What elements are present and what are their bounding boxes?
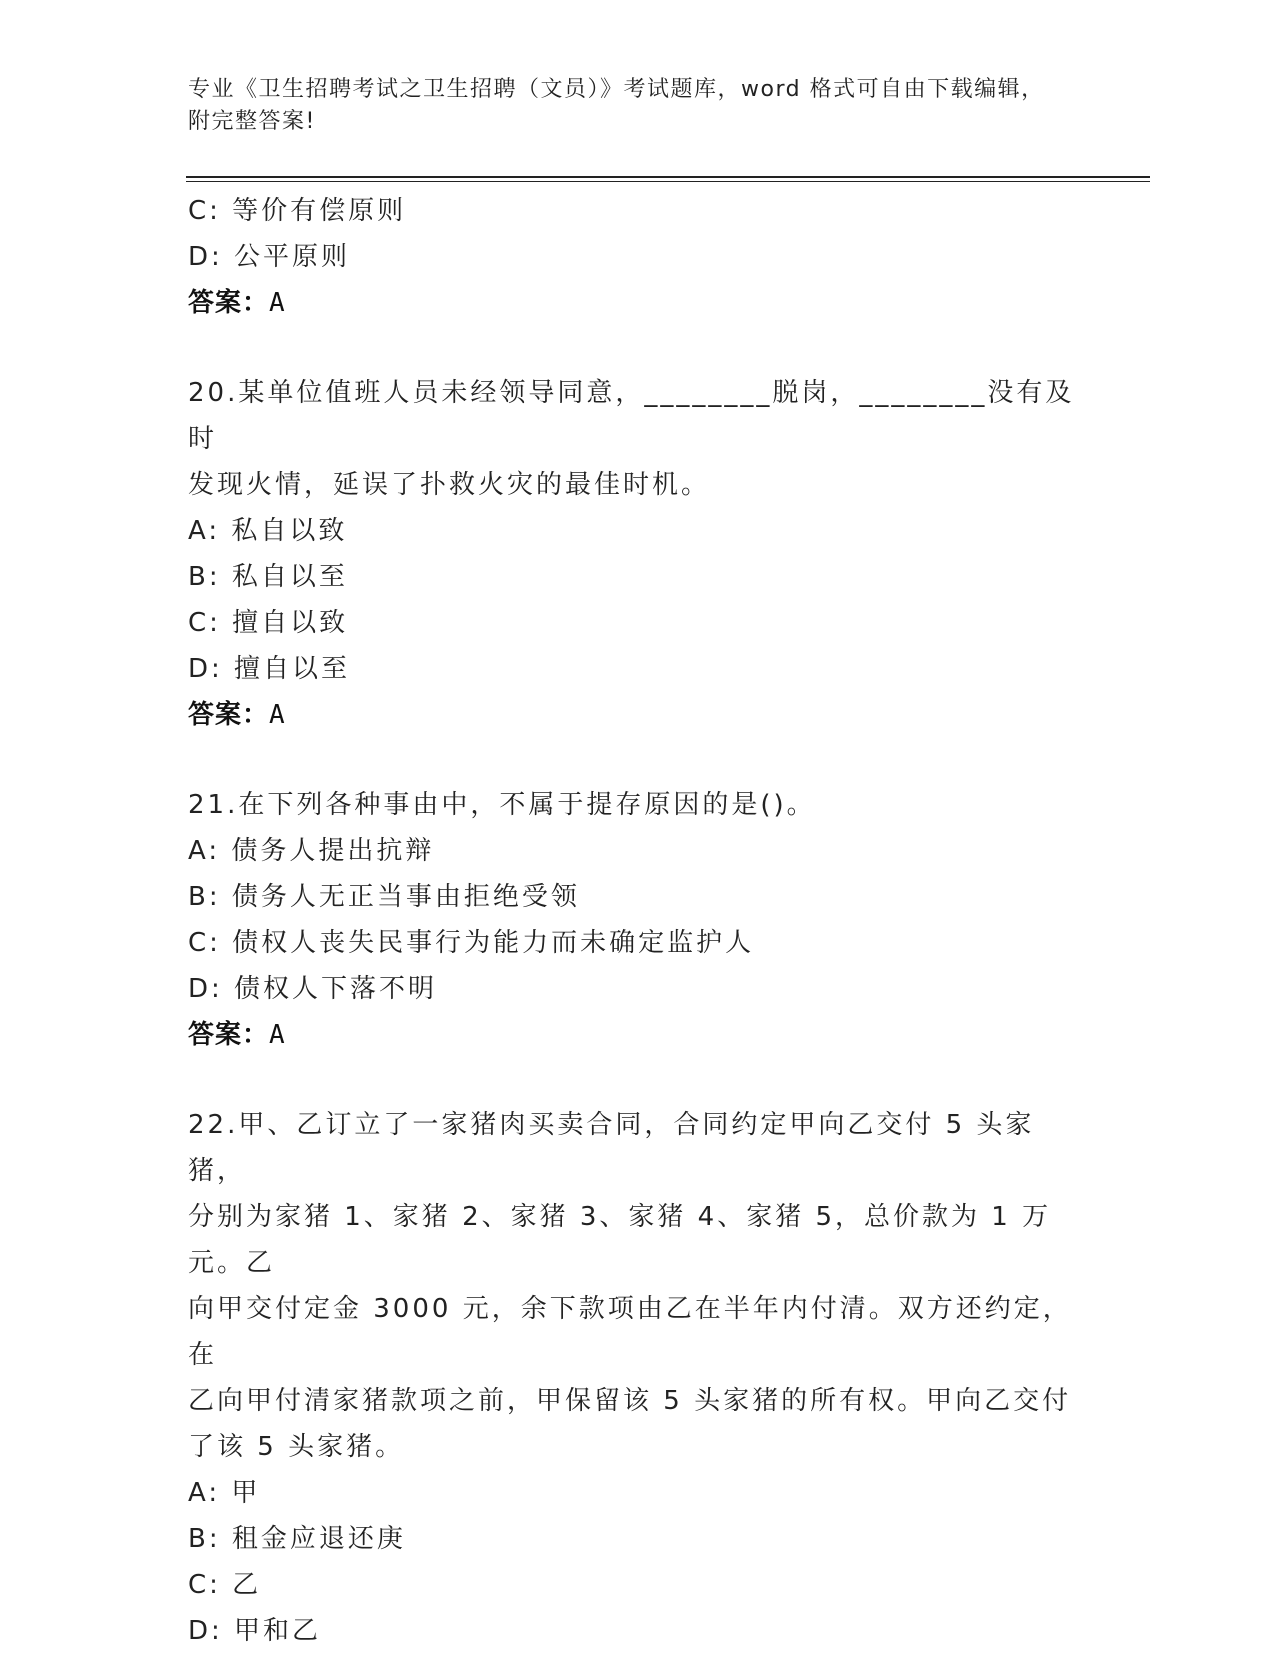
question-22 xyxy=(188,1102,1088,1654)
answer-line xyxy=(188,692,1088,738)
option-a: A: 甲 xyxy=(188,1478,261,1508)
option-a: A: 债务人提出抗辩 xyxy=(188,836,435,866)
question-21 xyxy=(188,782,1088,1058)
question-stem-line: 22.甲、乙订立了一家猪肉买卖合同，合同约定甲向乙交付 5 头家猪， xyxy=(188,1110,1035,1186)
option-b: B: 债务人无正当事由拒绝受领 xyxy=(188,882,580,912)
option-c: C: 擅自以致 xyxy=(188,608,349,638)
question-stem-line: 20.某单位值班人员未经领导同意，________脱岗，________没有及时 xyxy=(188,378,1075,454)
option-c: C: 债权人丧失民事行为能力而未确定监护人 xyxy=(188,928,755,958)
option-d: D: 公平原则 xyxy=(188,242,351,272)
answer-value: A xyxy=(269,288,286,318)
spacer xyxy=(188,326,1088,370)
answer-label: 答案： xyxy=(188,700,270,730)
option-d: D: 债权人下落不明 xyxy=(188,974,438,1004)
question-stem-line: 发现火情，延误了扑救火灾的最佳时机。 xyxy=(188,470,711,500)
spacer xyxy=(188,738,1088,782)
previous-question-tail xyxy=(188,188,1088,326)
question-stem-line: 向甲交付定金 3000 元，余下款项由乙在半年内付清。双方还约定，在 xyxy=(188,1294,1072,1370)
question-stem-line: 乙向甲付清家猪款项之前，甲保留该 5 头家猪的所有权。甲向乙交付 xyxy=(188,1386,1072,1416)
answer-value: A xyxy=(269,1020,286,1050)
header-divider-thick xyxy=(186,176,1150,178)
option-c: C: 等价有偿原则 xyxy=(188,196,407,226)
option-a: A: 私自以致 xyxy=(188,516,348,546)
option-c: C: 乙 xyxy=(188,1570,262,1600)
option-d: D: 甲和乙 xyxy=(188,1616,322,1646)
answer-value: A xyxy=(269,700,286,730)
page-header: 专业《卫生招聘考试之卫生招聘（文员）》考试题库，word 格式可自由下载编辑，附完整答案! xyxy=(188,77,1045,134)
option-d: D: 擅自以至 xyxy=(188,654,351,684)
answer-line xyxy=(188,1012,1088,1058)
question-20 xyxy=(188,370,1088,738)
question-stem-line: 21.在下列各种事由中，不属于提存原因的是()。 xyxy=(188,790,816,820)
header-divider-thin xyxy=(186,181,1150,182)
option-b: B: 租金应退还庚 xyxy=(188,1524,406,1554)
question-stem-line: 了该 5 头家猪。 xyxy=(188,1432,405,1462)
option-b: B: 私自以至 xyxy=(188,562,348,592)
question-list xyxy=(188,188,1088,1654)
answer-label: 答案： xyxy=(188,288,270,318)
answer-label: 答案： xyxy=(188,1020,270,1050)
question-stem-line: 分别为家猪 1、家猪 2、家猪 3、家猪 4、家猪 5，总价款为 1 万元。乙 xyxy=(188,1202,1052,1278)
spacer xyxy=(188,1058,1088,1102)
answer-line xyxy=(188,280,1088,326)
